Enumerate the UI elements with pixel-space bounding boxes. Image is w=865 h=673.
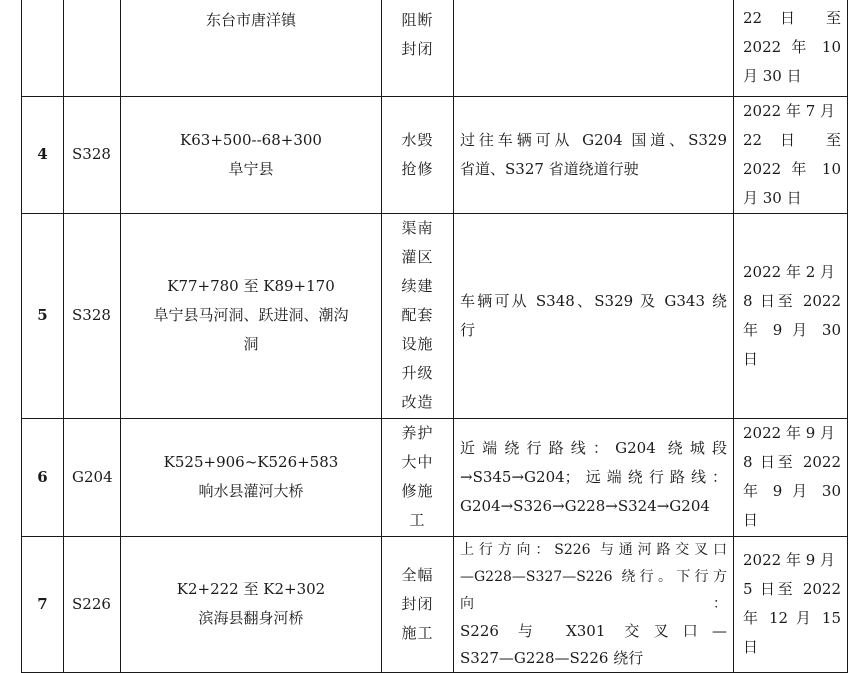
- date-line: 2022 年 2 月: [743, 262, 836, 281]
- date-line: 22 日 至: [743, 130, 841, 149]
- control-type-cell: [382, 96, 454, 213]
- location-cell: [121, 213, 382, 418]
- table-row: [22, 536, 848, 672]
- date-cell: [734, 536, 848, 672]
- row-index: 6: [22, 418, 64, 536]
- detour-cell: [454, 96, 734, 213]
- detour-cell: [454, 418, 734, 536]
- date-line: 日: [743, 349, 759, 368]
- date-cell: [734, 213, 848, 418]
- location-cell: [121, 536, 382, 672]
- date-line: 日: [743, 638, 759, 656]
- date-line: 日: [743, 511, 759, 529]
- control-type: 渠南灌区续建配套设施升级改造: [401, 219, 434, 411]
- road-control-table: [21, 0, 848, 673]
- location-line: K77+780 至 K89+170: [167, 277, 335, 295]
- detour-line: 上行方向：S226 与通河路交叉口: [460, 541, 727, 558]
- detour-line: →S345→G204；远端绕行路线：: [460, 467, 727, 486]
- control-type: 水毁抢修: [401, 130, 434, 178]
- detour-line: 近端绕行路线：G204 绕城段: [460, 438, 727, 457]
- detour-line: 过往车辆可从 G204 国道、S329: [460, 130, 727, 149]
- detour-cell: [454, 536, 734, 672]
- control-type-cell: [382, 0, 454, 96]
- detour-cell: [454, 0, 734, 96]
- location-cell: [121, 0, 382, 96]
- date-line: 22 日 至: [743, 9, 841, 27]
- date-line: 2022 年 7 月: [743, 101, 836, 120]
- location-line: 响水县灌河大桥: [198, 482, 304, 500]
- control-type-cell: [382, 213, 454, 418]
- date-line: 2022 年 10: [743, 38, 841, 56]
- detour-line: 车辆可从 S348、S329 及 G343 绕: [460, 291, 727, 310]
- road-code: S328: [64, 96, 121, 213]
- location-cell: [121, 418, 382, 536]
- date-line: 年 12 月 15: [743, 609, 841, 627]
- table-row: [22, 96, 848, 213]
- detour-line: S226 与 X301 交叉口—: [460, 621, 727, 640]
- road-code: S226: [64, 536, 121, 672]
- location-line: 东台市唐洋镇: [205, 11, 296, 29]
- detour-line: —G228—S327—S226 绕行。下行方向：: [460, 568, 727, 612]
- control-type-cell: [382, 418, 454, 536]
- date-cell: [734, 96, 848, 213]
- date-cell: [734, 0, 848, 96]
- control-type: 全幅封闭施工: [401, 565, 434, 642]
- location-line: 阜宁县: [228, 159, 274, 178]
- location-line: 滨海县翻身河桥: [198, 609, 304, 627]
- row-index: 4: [22, 96, 64, 213]
- detour-line: G204→S326→G228→S324→G204: [460, 496, 710, 515]
- detour-line: 行: [460, 320, 476, 339]
- location-line: K525+906~K526+583: [163, 453, 339, 471]
- row-index: 7: [22, 536, 64, 672]
- location-cell: [121, 96, 382, 213]
- date-line: 月 30 日: [743, 67, 802, 85]
- date-line: 2022 年 9 月: [743, 551, 836, 569]
- table-row: [22, 213, 848, 418]
- date-line: 年 9 月 30: [743, 482, 841, 500]
- date-line: 年 9 月 30: [743, 320, 841, 339]
- location-line: 阜宁县马河洞、跃进洞、潮沟: [153, 306, 349, 324]
- location-line: K2+222 至 K2+302: [176, 580, 326, 598]
- road-code: G204: [64, 418, 121, 536]
- road-code: [64, 0, 121, 96]
- detour-line: S327—G228—S226 绕行: [460, 648, 644, 667]
- table-row: [22, 418, 848, 536]
- row-index: [22, 0, 64, 96]
- location-line: K63+500--68+300: [180, 130, 322, 149]
- date-line: 8 日至 2022: [743, 291, 841, 310]
- date-line: 5 日至 2022: [743, 580, 841, 598]
- date-line: 月 30 日: [743, 188, 802, 207]
- control-type: 阻断封闭: [401, 11, 434, 58]
- location-line: 洞: [243, 335, 259, 353]
- date-line: 2022 年 9 月: [743, 424, 836, 442]
- date-cell: [734, 418, 848, 536]
- date-line: 2022 年 10: [743, 159, 841, 178]
- detour-cell: [454, 213, 734, 418]
- row-index: 5: [22, 213, 64, 418]
- control-type-cell: [382, 536, 454, 672]
- road-code: S328: [64, 213, 121, 418]
- table-row: [22, 0, 848, 96]
- detour-line: 省道、S327 省道绕道行驶: [460, 159, 639, 178]
- date-line: 8 日至 2022: [743, 453, 841, 471]
- control-type: 养护大中修施工: [401, 424, 434, 529]
